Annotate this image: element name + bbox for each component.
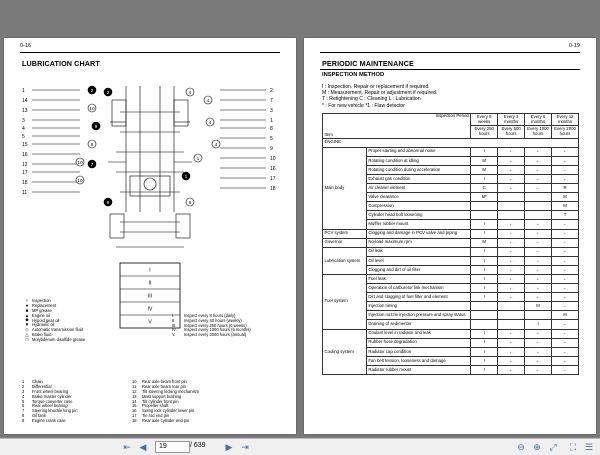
last-page-button[interactable]: ⇥ (241, 442, 249, 452)
legend-text: Hydraulic oil (32, 322, 55, 328)
callout-number: 17 (22, 169, 28, 176)
table-row: Air cleaner element C ← ← R (323, 184, 579, 193)
code-line: M : Measurement. Repair or adjustment if required. (322, 90, 438, 97)
callout-number: 8 (270, 125, 273, 132)
interval-row: I. Inspect every 8 hours (daily) (172, 312, 236, 318)
fullscreen-icon[interactable]: ⛶ (569, 442, 577, 452)
callout-number: 6 (106, 200, 110, 206)
part-row: 8 Oil tank (22, 413, 46, 419)
callout-number: 4 (208, 120, 212, 126)
legend-symbol: ▼ (24, 322, 30, 328)
menu-icon[interactable]: ☰ (584, 442, 594, 452)
page-number: 0-19 (568, 43, 580, 49)
page-number: 0-16 (20, 43, 32, 49)
table-row: PCV system Clogging and damage in PCV valve and piping I ← ← ← (323, 229, 579, 238)
page-title: PERIODIC MAINTENANCE (322, 59, 414, 68)
callout-number: 7 (90, 162, 94, 168)
interval-row: II. Inspect every 40 hours (weekly) (172, 317, 242, 323)
part-row: 5 Torque converter case (22, 398, 73, 404)
callout-number: 1 (196, 156, 200, 162)
legend-symbol: □ (25, 337, 29, 343)
table-row: Main body Proper starting and abnormal noise I ← ← ← (323, 147, 579, 156)
zoom-in-icon[interactable]: ⊕ (533, 442, 541, 452)
callout-number: 17 (270, 175, 276, 182)
left-page (4, 38, 296, 434)
table-row: Fan belt tension, looseness and damage I ← ← ← (323, 356, 579, 365)
legend-text: Automatic transmission fluid (32, 327, 83, 333)
legend-symbol: ■ (25, 307, 29, 313)
part-row: 7 Steering knuckle king pin (22, 408, 78, 414)
callout-number: 11 (22, 189, 28, 196)
table-row: Dirt and clogging of fuel filter and element I ← ← ← (323, 293, 579, 302)
rule (320, 52, 580, 53)
interval-row: IV. Inspect every 1000 hours (6 months) (172, 327, 251, 333)
callout-number: 9 (270, 145, 273, 152)
legend-text: MP grease (32, 307, 52, 313)
frame-numeral: V (148, 319, 152, 326)
legend-text: Inspection (32, 297, 51, 303)
fit-page-icon[interactable]: ⤢ (549, 442, 557, 452)
maintenance-table (322, 113, 579, 375)
callout-number: 2 (90, 88, 94, 94)
callout-number: 10 (77, 160, 83, 166)
table-row: Radiator rubber mount I ← ← ← (323, 365, 579, 374)
table-row: Rotating condition at idling M ← ← ← (323, 156, 579, 165)
table-row: Compression M (323, 202, 579, 211)
part-row: 2 Differential (22, 383, 52, 389)
callout-number: 1 (22, 87, 25, 94)
callout-number: 4 (188, 90, 192, 96)
right-page (304, 38, 596, 434)
table-row: Valve clearance M* M (323, 193, 579, 202)
part-row: 18 Rear axle cylinder end pin (132, 418, 190, 424)
table-row: Operation of carburetor link mechanism I ← ← ← (323, 284, 579, 293)
part-row: 14 Tilt cylinder front pin (132, 398, 179, 404)
table-row: Rotating condition during acceleration M ← ← ← (323, 165, 579, 174)
part-row: 9 Engine crank case (22, 418, 66, 424)
table-row: Clogging and dirt of oil filter I ← ← ← (323, 265, 579, 274)
callout-number: 8 (90, 142, 94, 148)
callout-number: 6 (188, 200, 192, 206)
inspection-codes (322, 84, 437, 109)
part-row: 1 Chain (22, 379, 43, 384)
callout-number: 4 (206, 98, 210, 104)
table-section-row: ENGINE (323, 138, 579, 147)
callout-number: 18 (22, 179, 28, 186)
table-header-row: Every 250 hours Every 500 hours Every 1000 hours Every 2000 hours (323, 126, 579, 138)
part-row: 10 Rear axle beam front pin (132, 379, 187, 384)
legend (22, 298, 282, 342)
legend-symbol: ▲ (24, 312, 30, 318)
callout-number: 10 (270, 155, 276, 162)
part-row: 11 Rear axle beam rear pin (132, 383, 186, 389)
callout-number: 2 (106, 90, 110, 96)
legend-text: Brake fluid (32, 332, 52, 338)
callout-number: 9 (94, 124, 98, 130)
legend-symbol: △ (25, 331, 29, 337)
callout-number: 1 (270, 117, 273, 124)
interval-row: III. Inspect every 250 hours (6 weeks) (172, 322, 247, 328)
part-row: 16 Swing lock cylinder lower pin (132, 408, 195, 414)
table-row: Injection nozzle injection pressure and spray status M (323, 311, 579, 320)
legend-symbol: ◆ (25, 317, 29, 323)
part-row: 13 Mast support bushing (132, 393, 182, 399)
code-line: I : Inspection. Repair or replacement if required. (322, 84, 430, 90)
rule (320, 69, 580, 70)
code-line: * : For new vehicle *1 : Flaw detector (322, 102, 405, 109)
table-row: Governor No-load maximum rpm M ← ← ← (323, 238, 579, 247)
table-row: Cooling system Coolant level in radiator and leak I ← ← ← (323, 329, 579, 338)
part-row: 15 Propeller shaft (132, 403, 169, 409)
page-title: LUBRICATION CHART (22, 59, 100, 68)
callout-number: 13 (22, 107, 28, 114)
legend-text: Engine oil (32, 312, 50, 318)
legend-text: Molybdenum disulfide grease (32, 337, 86, 343)
legend-text: Replacement (32, 302, 57, 308)
table-row: Rubber hose degradation I ← ← ← (323, 338, 579, 347)
legend-symbol: ● (25, 302, 29, 308)
table-row: Exhaust gas condition I ← ← ← (323, 174, 579, 183)
legend-symbol: ◇ (25, 326, 29, 332)
part-row: 4 Brake master cylinder (22, 393, 72, 399)
callout-number: 7 (270, 97, 273, 104)
table-row: Draining of sedimenter I ← (323, 320, 579, 329)
first-page-button[interactable]: ⇤ (123, 442, 131, 452)
table-row: Muffler rubber mount I ← ← ← (323, 220, 579, 229)
table-row: Injection timing M ← (323, 302, 579, 311)
table-header-row: Inspection Period Item Every 6 weeks Every 3 months Every 6 months Every 12 months (323, 114, 579, 126)
frame-numeral: II (148, 280, 152, 287)
callout-number: 16 (270, 165, 276, 172)
interval-row: V. Inspect every 2000 hours (annual) (172, 332, 247, 338)
legend-row (22, 337, 282, 342)
frame-numeral: I (149, 267, 151, 274)
table-row: Oil level I ← ← ← (323, 256, 579, 265)
callout-number: 14 (22, 97, 28, 104)
callout-number: 5 (270, 135, 273, 142)
callout-number: 18 (270, 185, 276, 192)
callout-number: 4 (214, 142, 218, 148)
callout-number: 5 (22, 133, 25, 140)
page-number-input[interactable]: 19 (155, 441, 190, 453)
table-row: Cylinder head bolt loosening T (323, 211, 579, 220)
part-row: 12 Tilt steering locking mechanism (132, 388, 199, 394)
prev-page-button[interactable]: ◀ (139, 442, 147, 452)
callout-number: 16 (22, 151, 28, 158)
viewer-toolbar (0, 438, 600, 455)
callout-number: 3 (270, 107, 273, 114)
callout-number: 4 (22, 125, 25, 132)
callout-number: 2 (270, 87, 273, 94)
frame-numeral: IV (147, 306, 153, 313)
callout-number: 10 (77, 178, 83, 184)
legend-symbol: ○ (25, 297, 29, 303)
callout-number: 1 (184, 174, 188, 180)
section-subtitle: INSPECTION METHOD (322, 72, 385, 78)
part-row: 3 Front wheel bearing (22, 388, 69, 394)
part-row: 6 Rear wheel bearing (22, 403, 68, 409)
next-page-button[interactable]: ▶ (225, 442, 233, 452)
table-row: Radiator cap condition I ← ← ← (323, 347, 579, 356)
part-row: 17 Tie rod end pin (132, 413, 170, 419)
rule (20, 52, 280, 53)
zoom-out-icon[interactable]: ⊖ (517, 442, 525, 452)
table-row: Fuel system Fuel leak I ← ← ← (323, 275, 579, 284)
callout-number: 15 (22, 141, 28, 148)
code-line: T : Retightening C : Cleaning L : Lubrication (322, 96, 421, 103)
callout-number: 3 (22, 117, 25, 124)
page-total: / 639 (190, 442, 206, 449)
callout-number: 12 (22, 161, 28, 168)
table-row: Lubrication system Oil leak I ← ← ← (323, 247, 579, 256)
callout-number: 10 (89, 106, 95, 112)
frame-numeral: III (147, 293, 153, 300)
legend-text: Hypoid gear oil (32, 317, 60, 323)
